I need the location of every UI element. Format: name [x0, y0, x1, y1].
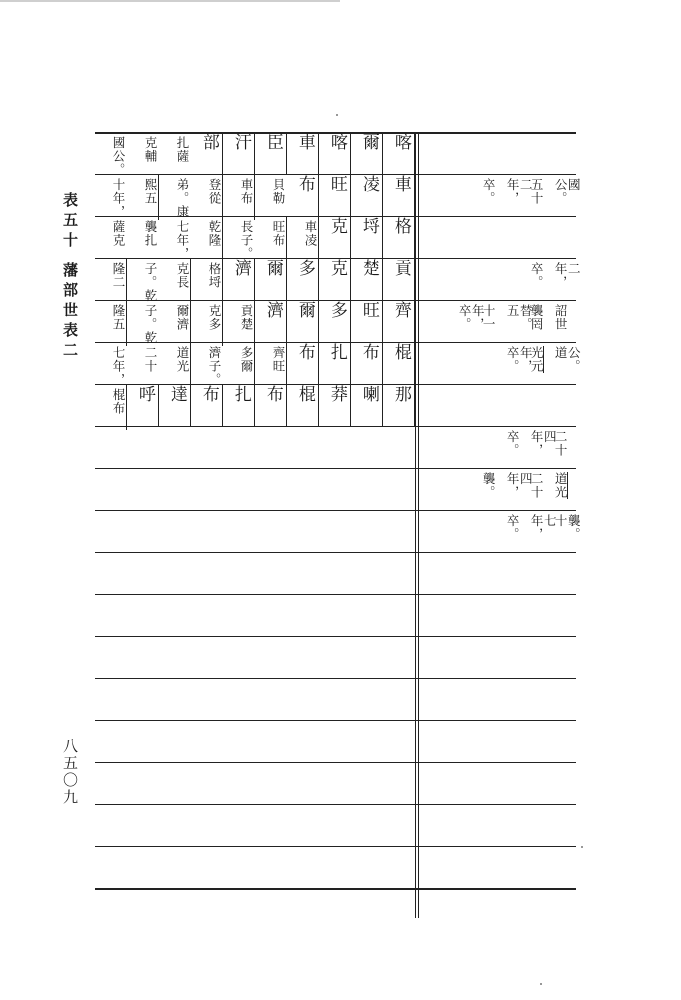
margin-subtitle: 藩部世表二 [61, 262, 79, 362]
note-cell: 襲。 [481, 472, 497, 499]
margin-title: 表五十 [61, 192, 79, 252]
table-cell: 薩克 [111, 220, 126, 247]
table-cell: 呼 [131, 385, 159, 427]
table-cell: 克 [323, 217, 351, 259]
table-cell: 濟 [227, 259, 255, 301]
table-cell: 喀 [387, 133, 415, 175]
table-cell: 爾 [355, 133, 383, 175]
table-cell: 喇 [355, 385, 383, 427]
table-cell: 多 [291, 259, 319, 301]
note-cell: 襲。十 [553, 514, 582, 541]
note-cell: 二十 [553, 430, 569, 457]
table-cell: 爾濟 [163, 301, 191, 346]
notes-row [418, 427, 576, 469]
note-cell: 替。五 [505, 304, 534, 331]
table-cell: 十年， [111, 178, 126, 219]
table-row [95, 217, 415, 259]
table-cell: 克多 [195, 301, 223, 346]
note-cell: 襲罔 [529, 304, 545, 331]
table-cell: 隆五 [99, 301, 127, 346]
table-cell: 布 [291, 343, 319, 385]
table-cell: 國公。 [111, 136, 126, 177]
table-cell: 七年， [111, 346, 126, 387]
note-cell: 二年， [553, 262, 582, 289]
table-row [95, 637, 415, 679]
table-cell: 部 [195, 133, 223, 175]
note-cell: 卒。 [529, 262, 545, 289]
notes-row [418, 679, 576, 721]
table-cell: 克 [323, 259, 351, 301]
notes-row [418, 637, 576, 679]
table-cell: 莽 [323, 385, 351, 427]
table-cell: 棍 [387, 343, 415, 385]
notes-row [418, 805, 576, 847]
note-cell: 卒。 [481, 178, 497, 205]
notes-row [418, 175, 582, 217]
table-cell: 隆二 [99, 259, 127, 304]
table-cell: 布 [195, 385, 223, 427]
table-cell: 格埒 [195, 259, 223, 304]
table-row [95, 595, 415, 637]
table-cell: 貢楚 [227, 301, 255, 346]
table-cell: 爾 [291, 301, 319, 343]
table-cell: 扎 [227, 385, 255, 427]
table-cell: 七年， [175, 220, 190, 261]
note-cell: 四年， [529, 430, 558, 457]
table-cell: 道光 [163, 343, 191, 388]
table-cell: 子。乾 [143, 304, 158, 345]
table-row [95, 175, 415, 217]
note-cell: 年，卒。 [457, 304, 486, 331]
table-row [95, 763, 415, 805]
page-number: 八五〇九 [61, 738, 79, 806]
table-cell: 布 [291, 175, 319, 217]
table-cell: 濟 [259, 301, 287, 343]
notes-row [418, 595, 576, 637]
table-cell: 喀 [323, 133, 351, 175]
table-cell: 登從 [195, 175, 223, 220]
note-cell: 國公。 [553, 178, 582, 205]
table-row [95, 133, 415, 175]
notes-row [418, 763, 576, 805]
note-cell: 四年， [505, 472, 534, 499]
table-cell: 襲扎 [143, 220, 158, 247]
notes-row [418, 343, 582, 385]
table-cell: 齊旺 [259, 343, 287, 388]
note-cell: 五十 [529, 178, 545, 205]
table-cell: 布 [259, 385, 287, 427]
table-cell: 貝勒 [271, 178, 286, 205]
speck [540, 983, 542, 985]
note-cell: 七年， [529, 514, 558, 541]
notes-row [418, 259, 582, 301]
table-cell: 旺布 [259, 217, 287, 262]
table-row [95, 259, 415, 301]
note-cell: 卒。 [505, 430, 521, 457]
table-cell: 車布 [227, 175, 255, 220]
table-cell: 多 [323, 301, 351, 343]
table-cell: 車 [387, 175, 415, 217]
table-cell: 棍 [291, 385, 319, 427]
table-cell: 格 [387, 217, 415, 259]
table-cell: 貢 [387, 259, 415, 301]
table-cell: 爾 [259, 259, 287, 301]
column-divider [415, 132, 416, 918]
table-cell: 汗 [227, 133, 255, 175]
table-cell: 車 [291, 133, 319, 175]
table-row [95, 427, 415, 469]
table-cell: 克長 [163, 259, 191, 304]
notes-row [418, 385, 576, 427]
table-cell: 楚 [355, 259, 383, 301]
table-cell: 長子。 [239, 220, 254, 261]
notes-row [418, 217, 576, 259]
table-row [95, 679, 415, 721]
table-row [95, 385, 415, 427]
table-cell: 子。乾 [143, 262, 158, 303]
table-row [95, 805, 415, 847]
table-cell: 埒 [355, 217, 383, 259]
table-cell: 弟。康 [175, 178, 190, 219]
table-cell: 旺 [355, 301, 383, 343]
notes-row [418, 847, 576, 889]
speck [336, 114, 338, 116]
table-cell: 乾隆 [195, 217, 223, 262]
table-cell: 達 [163, 385, 191, 427]
table-cell: 熙五 [131, 175, 159, 220]
notes-row [418, 469, 576, 511]
table-row [95, 553, 415, 595]
table-row [95, 469, 415, 511]
note-cell: 年，卒。 [505, 346, 534, 373]
table-cell: 那 [387, 385, 415, 427]
table-cell: 棍布 [99, 385, 127, 430]
notes-row [418, 553, 576, 595]
note-cell: 公。道 [553, 346, 582, 373]
table-row [95, 301, 415, 343]
table-row [95, 721, 415, 763]
note-cell: 二十 [529, 472, 545, 499]
note-cell: 卒。 [505, 514, 521, 541]
table-cell: 二十 [143, 346, 158, 373]
table-cell: 扎薩 [175, 136, 190, 163]
speck [581, 846, 583, 848]
note-cell: 二年， [505, 178, 534, 205]
table-row [95, 511, 415, 553]
notes-row [418, 133, 576, 175]
table-cell: 凌 [355, 175, 383, 217]
table-cell: 車凌 [291, 217, 319, 262]
notes-row [418, 301, 576, 343]
note-cell: 十一 [481, 304, 497, 331]
table-row [95, 343, 415, 385]
notes-row [418, 511, 582, 553]
table-cell: 克輔 [143, 136, 158, 163]
table-cell: 臣 [259, 133, 287, 175]
table-cell: 扎 [323, 343, 351, 385]
note-cell: 詔世 [553, 304, 569, 331]
table-row [95, 847, 415, 889]
table-cell: 濟子。 [207, 346, 222, 387]
note-cell: 道光 [553, 472, 569, 499]
table-cell: 多爾 [227, 343, 255, 388]
note-cell: 光元 [529, 346, 545, 373]
table-cell: 布 [355, 343, 383, 385]
notes-row [418, 721, 576, 763]
table-cell: 齊 [387, 301, 415, 343]
table-cell: 旺 [323, 175, 351, 217]
